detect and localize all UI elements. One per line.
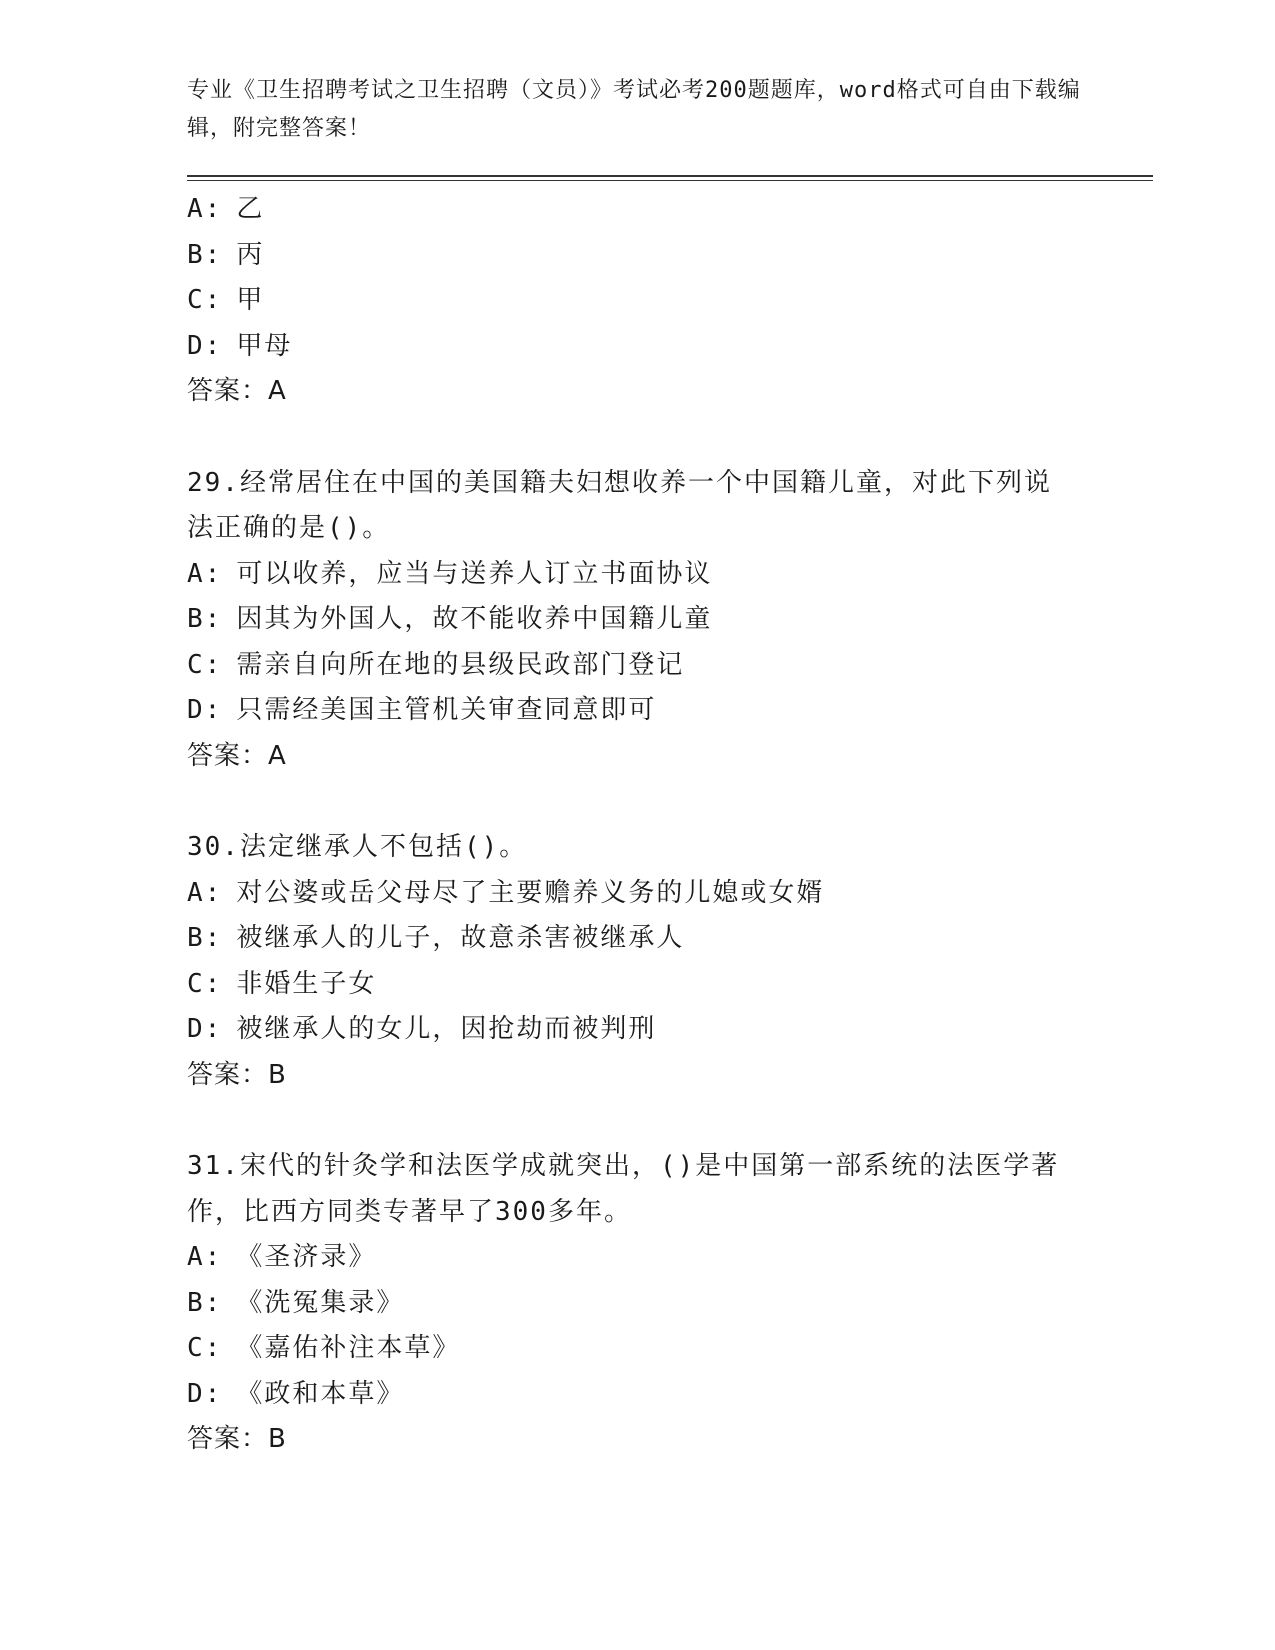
answer: 答案：B [187,1424,287,1454]
question-29 [187,461,1087,780]
option-c: C: 甲 [187,285,265,315]
question-30 [187,825,1087,1098]
option-c: C: 非婚生子女 [187,968,377,999]
answer: 答案：A [187,740,287,771]
option-d: D: 甲母 [187,330,293,361]
option-c: C: 需亲自向所在地的县级民政部门登记 [187,649,685,680]
question-stem: 30.法定继承人不包括()。 [187,832,528,862]
option-b: B: 被继承人的儿子，故意杀害被继承人 [187,923,685,953]
option-d: D: 被继承人的女儿，因抢劫而被判刑 [187,1014,657,1044]
option-a: A: 对公婆或岳父母尽了主要赡养义务的儿媳或女婿 [187,877,825,908]
option-b: B: 《洗冤集录》 [187,1287,405,1318]
answer: 答案：A [187,376,287,406]
question-stem: 29.经常居住在中国的美国籍夫妇想收养一个中国籍儿童，对此下列说法正确的是()。 [187,467,1052,543]
option-b: B: 因其为外国人，故不能收养中国籍儿童 [187,604,713,634]
question-31 [187,1144,1087,1463]
option-c: C: 《嘉佑补注本草》 [187,1333,461,1363]
option-a: A: 可以收养，应当与送养人订立书面协议 [187,558,713,589]
option-a: A: 《圣济录》 [187,1242,377,1272]
option-a: A: 乙 [187,194,265,224]
page-header: 专业《卫生招聘考试之卫生招聘（文员）》考试必考200题题库，word格式可自由下载编辑，附完整答案！ [187,78,1081,141]
answer: 答案：B [187,1059,287,1090]
header-divider [187,175,1153,181]
option-d: D: 只需经美国主管机关审查同意即可 [187,695,657,725]
question-stem: 31.宋代的针灸学和法医学成就突出，()是中国第一部系统的法医学著作，比西方同类专著早了300多年。 [187,1151,1060,1227]
option-d: D: 《政和本草》 [187,1378,405,1409]
question-list [187,187,1087,1463]
partial-question [187,187,1087,415]
option-b: B: 丙 [187,239,265,270]
